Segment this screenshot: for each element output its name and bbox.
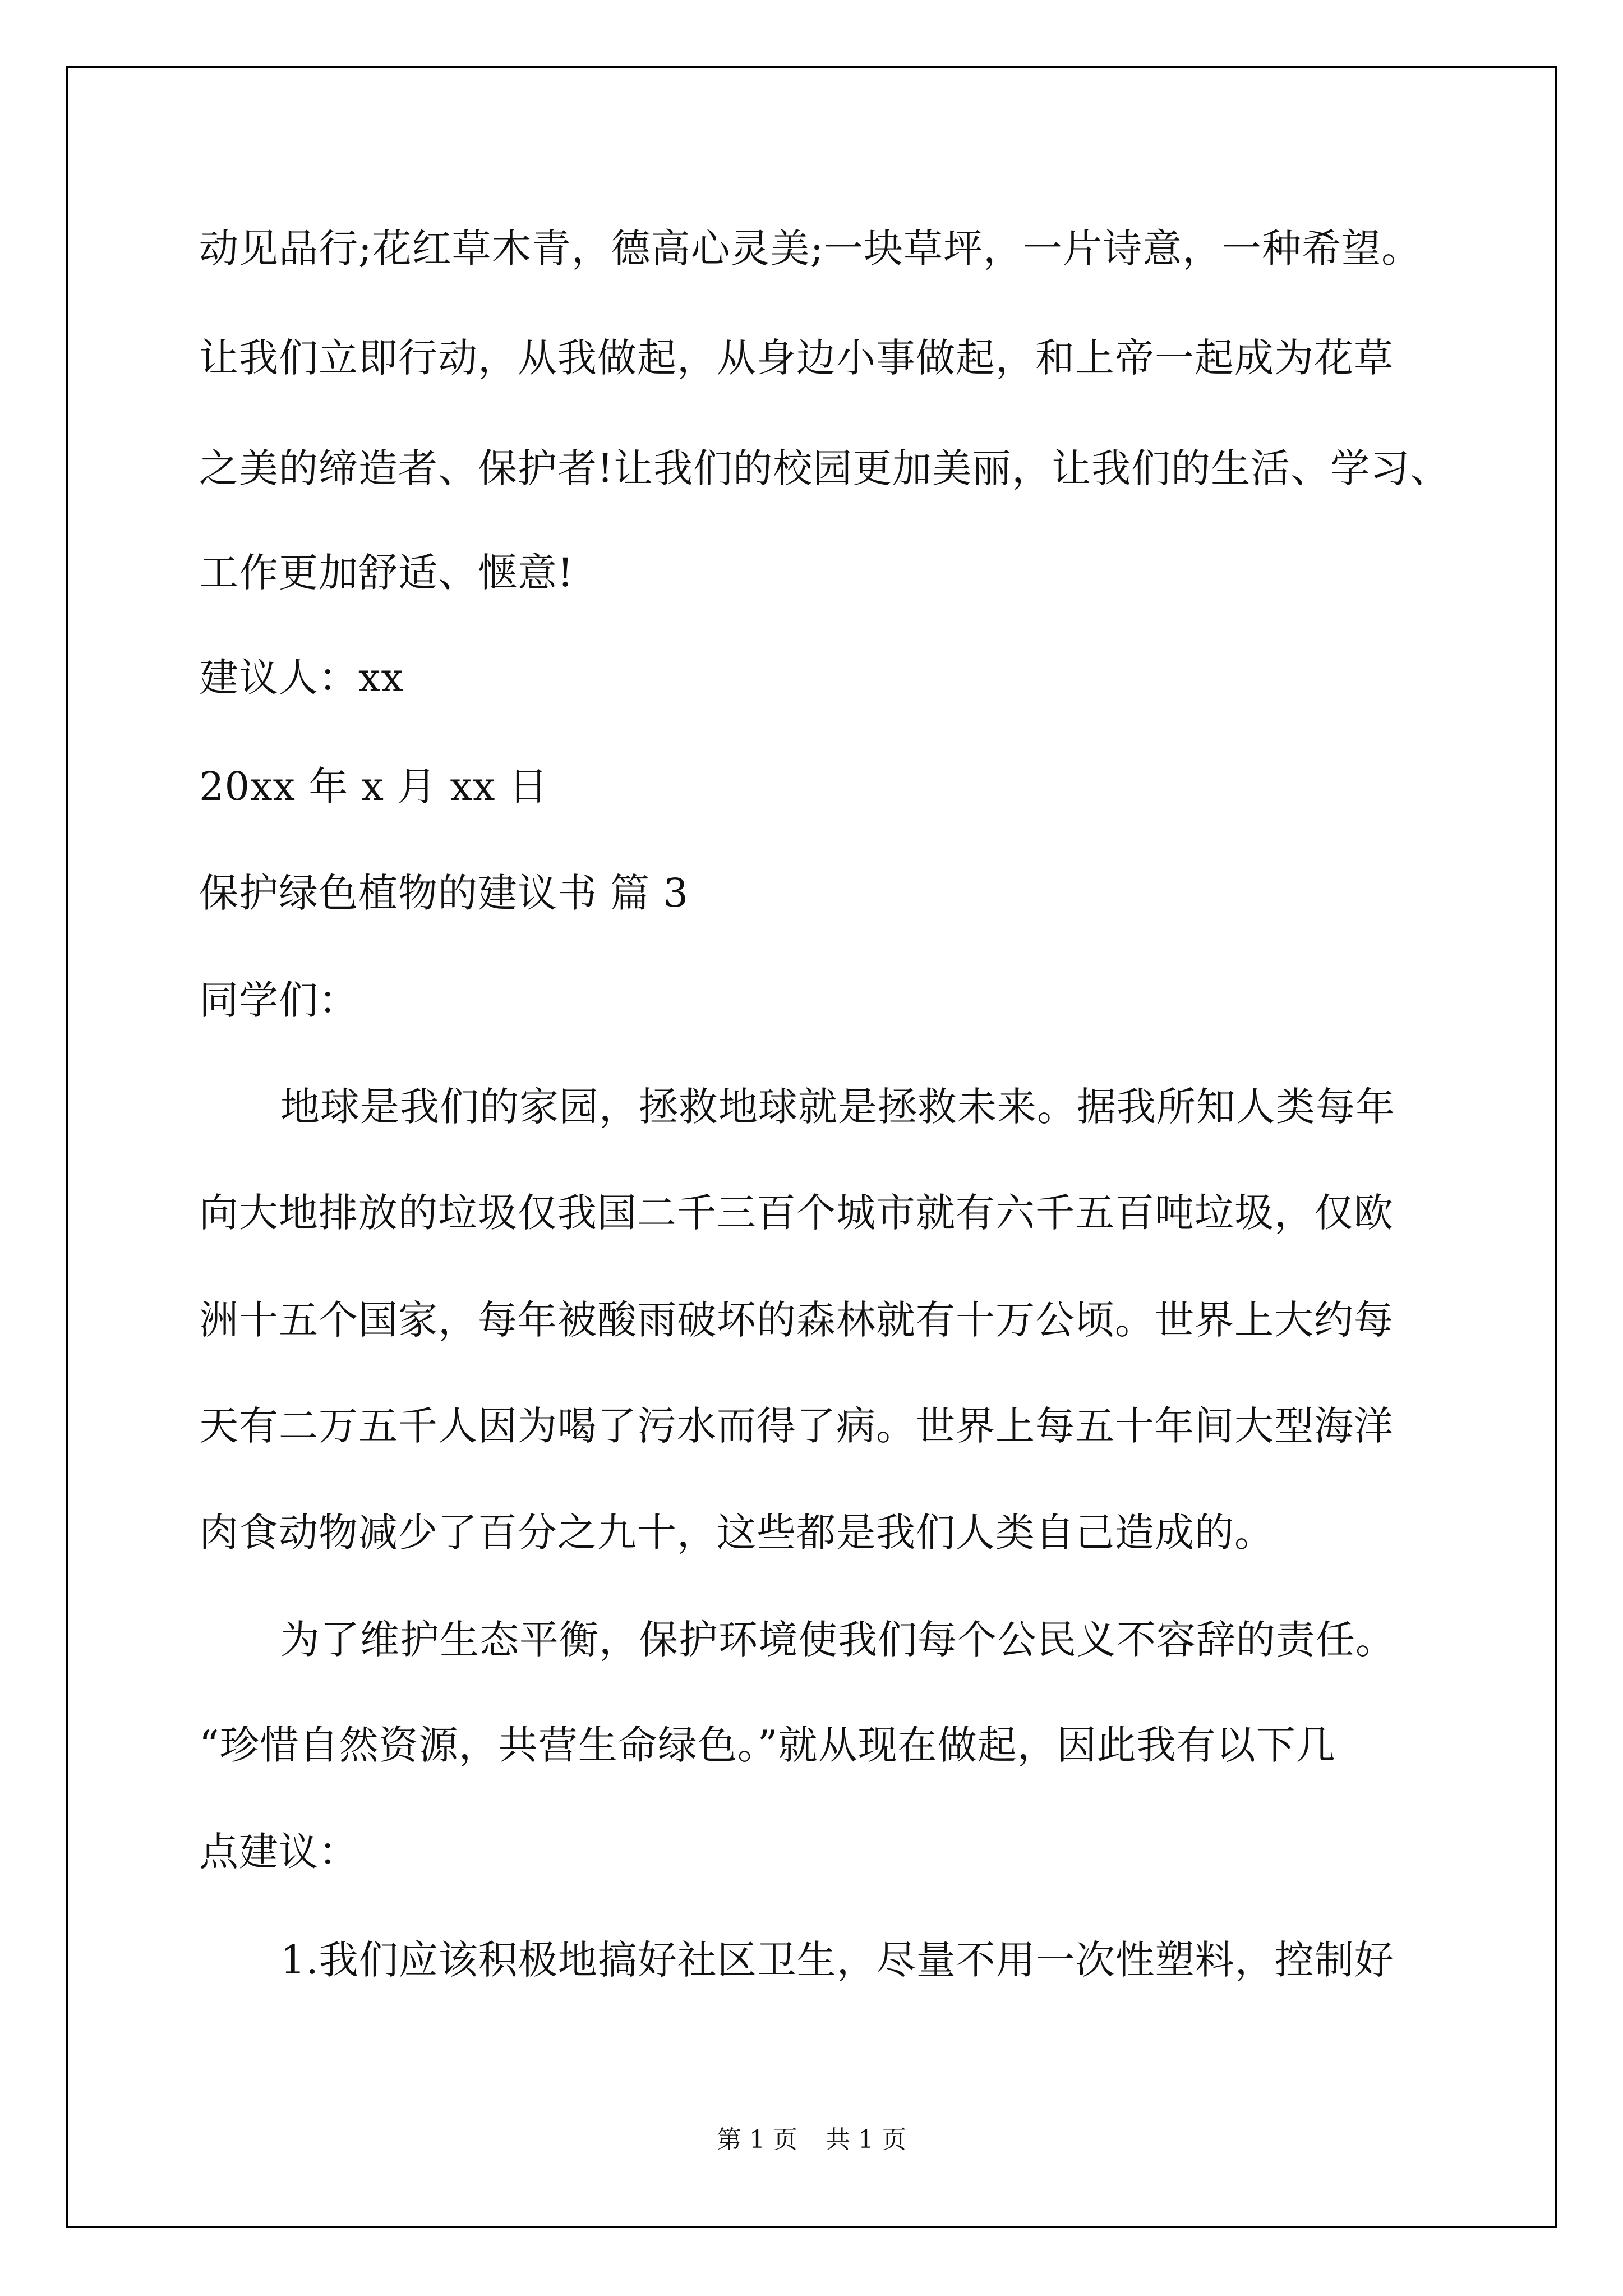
- body-line: 让我们立即行动，从我做起，从身边小事做起，和上帝一起成为花草: [199, 335, 1394, 381]
- body-line: 点建议：: [199, 1829, 358, 1875]
- section-title: 保护绿色植物的建议书 篇 3: [199, 870, 689, 916]
- body-line: 向大地排放的垃圾仅我国二千三百个城市就有六千五百吨垃圾，仅欧: [199, 1190, 1394, 1236]
- page-footer: [0, 2123, 1623, 2157]
- body-line: 之美的缔造者、保护者!让我们的校园更加美丽，让我们的生活、学习、: [199, 445, 1450, 491]
- page-number: 第 1 页: [717, 2125, 797, 2154]
- proposer-line: 建议人：xx: [199, 655, 404, 701]
- date-line: 20xx 年 x 月 xx 日: [199, 763, 548, 809]
- body-line: 天有二万五千人因为喝了污水而得了病。世界上每五十年间大型海洋: [199, 1403, 1394, 1449]
- body-line: 肉食动物减少了百分之九十，这些都是我们人类自己造成的。: [199, 1510, 1274, 1556]
- page-total: 共 1 页: [826, 2125, 906, 2154]
- body-line: 为了维护生态平衡，保护环境使我们每个公民义不容辞的责任。: [280, 1617, 1395, 1663]
- body-line: 工作更加舒适、惬意!: [199, 550, 574, 596]
- body-line: 地球是我们的家园，拯救地球就是拯救未来。据我所知人类每年: [280, 1084, 1395, 1130]
- body-line: “珍惜自然资源，共营生命绿色。”就从现在做起，因此我有以下几: [199, 1722, 1336, 1768]
- list-item: 1.我们应该积极地搞好社区卫生，尽量不用一次性塑料，控制好: [280, 1937, 1394, 1983]
- salutation: 同学们：: [199, 977, 358, 1023]
- body-line: 动见品行;花红草木青，德高心灵美;一块草坪，一片诗意，一种希望。: [199, 226, 1422, 272]
- page-border: [66, 66, 1557, 2228]
- body-line: 洲十五个国家，每年被酸雨破坏的森林就有十万公顷。世界上大约每: [199, 1297, 1394, 1343]
